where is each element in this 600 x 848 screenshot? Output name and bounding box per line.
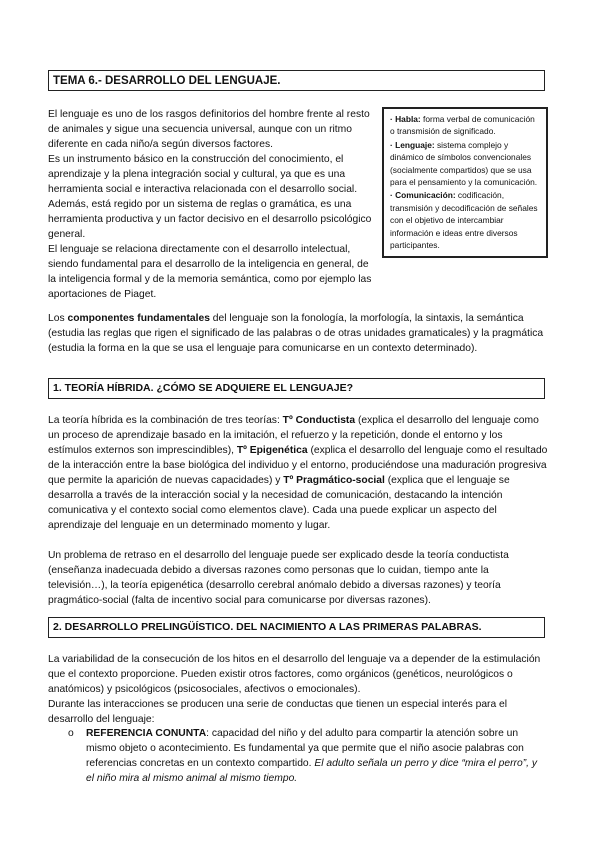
definition-lenguaje: · Lenguaje: sistema complejo y dinámico de símbolos convencionales (socialmente compartidos) que se usa para el pensamiento y la comunicación. [390, 139, 538, 188]
intro-paragraph-1: El lenguaje es uno de los rasgos definitorios del hombre frente al resto de animales y sigue una secuencia universal, aunque con un ritmo diferente en cada niño/a según diversos factores. [48, 109, 370, 150]
intro-text [48, 107, 372, 302]
definition-habla: · Habla: forma verbal de comunicación o transmisión de significado. [390, 114, 535, 137]
intro-paragraph-2: Es un instrumento básico en la construcción del conocimiento, el aprendizaje y la plena integración social y cultural, ya que es una herramienta social e interactiva relacionada con el desarrollo social. Además, está regido por un sistema de reglas o gramática, es una herramienta productiva y un factor decisivo en el desarrollo psicológico general. [48, 154, 372, 240]
circle-bullet-icon: o [68, 728, 74, 739]
section-2-body [48, 652, 548, 727]
behaviour-list [68, 726, 546, 786]
delay-paragraph: Un problema de retraso en el desarrollo del lenguaje puede ser explicado desde la teoría conductista (enseñanza inadecuada debido a diversas razones como personas que lo cuidan, tiempo ante la televisión…), la teoría epigenética (desarrollo cerebral anómalo debido a diversas razones) y teoría pragmático-social (falta de incentivo social para comunicarse por diversas razones). [48, 550, 509, 606]
components-paragraph: Los componentes fundamentales del lenguaje son la fonología, la morfología, la sintaxis, la semántica (estudia las reglas que rigen el significado de las palabras o de otras unidades gramaticales) y la pragmática (estudia la forma en la que se usa el lenguaje para comunicarse en un contexto determinado). [48, 313, 544, 354]
interactions-paragraph: Durante las interacciones se producen una serie de conductas que tienen un especial interés para el desarrollo del lenguaje: [48, 699, 508, 725]
variability-paragraph: La variabilidad de la consecución de los hitos en el desarrollo del lenguaje va a depender de la estimulación que el contexto proporcione. Pueden existir otros factores, como orgánicos (genéticos, neurológicos o anatómicos) y psicológicos (psicosociales, afectivos o emocionales). [48, 654, 541, 695]
section-2-heading: 2. DESARROLLO PRELINGÜÍSTICO. DEL NACIMIENTO A LAS PRIMERAS PALABRAS. [48, 617, 545, 638]
definitions-box [382, 107, 548, 258]
section-1-body [48, 413, 548, 533]
section-1-heading: 1. TEORÍA HÍBRIDA. ¿CÓMO SE ADQUIERE EL LENGUAJE? [48, 378, 545, 399]
intro-paragraph-3: El lenguaje se relaciona directamente con el desarrollo intelectual, siendo fundamental para el desarrollo de la inteligencia en general, de la inteligencia formal y de la memoria semántica, como por ejemplo las aportaciones de Piaget. [48, 244, 372, 300]
hybrid-theory-paragraph: La teoría híbrida es la combinación de tres teorías: Tº Conductista (explica el desarrollo del lenguaje como un proceso de aprendizaje basado en la imitación, el refuerzo y la repetición, donde el entorno y los estímulos externos son imprescindibles), Tº Epigenética (explica el desarrollo del lenguaje como el resultado de la interacción entre la base biológica del individuo y el entorno, produciéndose una maduración progresiva que permite la aparición de nuevas capacidades) y Tº Pragmático-social (explica que el lenguaje se desarrolla a través de la interacción social y la necesidad de comunicación, destacando la intención comunicativa y el contexto social como elementos clave). Cada una puede explicar un aspecto del aprendizaje del lenguaje en un determinado momento y lugar. [48, 415, 548, 531]
list-item: o REFERENCIA CONUNTA: capacidad del niño y del adulto para compartir la atención sobre un mismo objeto o acontecimiento. Es fundamental ya que permite que el niño asocie palabras con referencias concretas en un contexto compartido. El adulto señala un perro y dice “mira el perro”, y el niño mira al mismo animal al mismo tiempo. [68, 728, 538, 784]
definition-comunicacion: · Comunicación: codificación, transmisión y decodificación de señales con el objetivo de intercambiar información e ideas entre diversos participantes. [390, 190, 538, 251]
page-title: TEMA 6.- DESARROLLO DEL LENGUAJE. [48, 70, 545, 91]
